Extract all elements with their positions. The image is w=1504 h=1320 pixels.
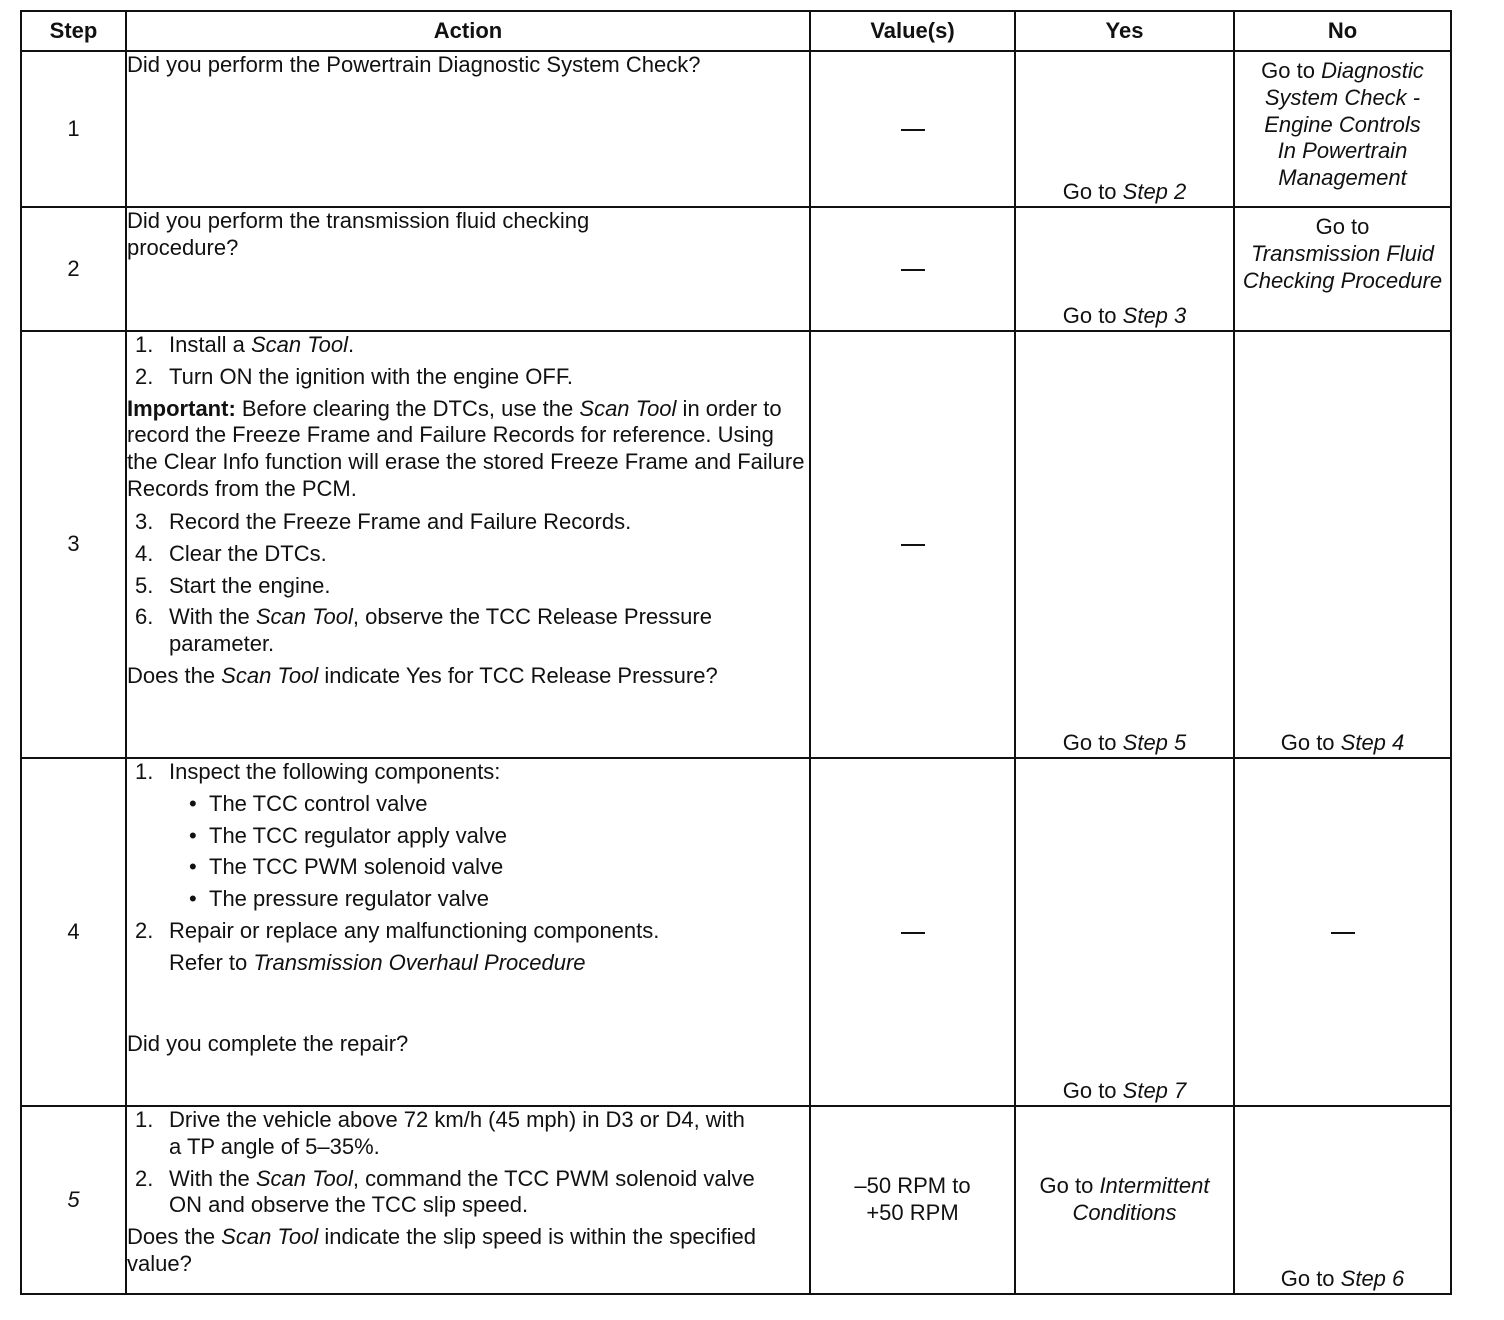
- refer-line: Refer to Transmission Overhaul Procedure: [169, 949, 586, 975]
- yes-ref: Step 5: [1122, 730, 1187, 756]
- diagnostic-table: [20, 10, 1452, 1295]
- no-cell: [1234, 758, 1451, 1106]
- action-cell: [126, 1106, 810, 1294]
- value-cell: [810, 1106, 1015, 1294]
- bullet-item: • The TCC control valve: [189, 790, 428, 816]
- no-ref: Step 6: [1340, 1266, 1405, 1292]
- header-values: Value(s): [810, 11, 1015, 51]
- yes-ref: Step 3: [1122, 303, 1187, 329]
- yes-cell: [1015, 51, 1234, 207]
- yes-prefix: Go to: [1062, 179, 1123, 205]
- value-dash: [901, 129, 925, 131]
- action-cell: [126, 758, 810, 1106]
- value-cell: [810, 207, 1015, 331]
- no-cell: [1234, 207, 1451, 331]
- list-item: 2. With the Scan Tool, command the TCC PWM solenoid valve ON and observe the TCC slip speed.: [135, 1165, 755, 1218]
- yes-cell: [1015, 331, 1234, 758]
- yes-cell: [1015, 207, 1234, 331]
- header-no: No: [1234, 11, 1451, 51]
- value-cell: [810, 758, 1015, 1106]
- step-number: 2: [21, 207, 126, 331]
- important-note: Important: Before clearing the DTCs, use the Scan Tool in order to record the Freeze Frame and Failure Records for reference. Using the Clear Info function will erase the stored Freeze Frame and Failure Records from the PCM.: [127, 395, 805, 502]
- no-ref: Transmission Fluid Checking Procedure: [1242, 240, 1443, 293]
- header-yes: Yes: [1015, 11, 1234, 51]
- action-question: Does the Scan Tool indicate Yes for TCC Release Pressure?: [127, 663, 718, 689]
- step-number: 5: [21, 1106, 126, 1294]
- action-question: Did you perform the transmission fluid checking procedure?: [127, 208, 590, 260]
- yes-ref: Intermittent Conditions: [1072, 1173, 1210, 1225]
- header-action: Action: [126, 11, 810, 51]
- list-item: 6. With the Scan Tool, observe the TCC Release Pressure parameter.: [135, 604, 712, 657]
- bullet-item: • The TCC PWM solenoid valve: [189, 854, 504, 880]
- yes-cell: [1015, 758, 1234, 1106]
- action-cell: [126, 207, 810, 331]
- list-item: 5. Start the engine.: [135, 572, 331, 598]
- no-cell: [1234, 51, 1451, 207]
- list-item: 2. Turn ON the ignition with the engine OFF.: [135, 363, 573, 389]
- action-question: Does the Scan Tool indicate the slip speed is within the specified value?: [127, 1224, 757, 1277]
- yes-prefix: Go to: [1062, 730, 1123, 756]
- no-prefix: Go to: [1261, 58, 1322, 83]
- yes-ref: Step 2: [1122, 179, 1187, 205]
- yes-prefix: Go to: [1062, 1078, 1123, 1104]
- yes-prefix: Go to: [1062, 303, 1123, 329]
- value-cell: [810, 331, 1015, 758]
- list-item: 1. Install a Scan Tool.: [135, 332, 355, 357]
- header-step: Step: [21, 11, 126, 51]
- table-row: [21, 51, 1451, 207]
- yes-prefix: Go to: [1039, 1173, 1100, 1199]
- list-item: 4. Clear the DTCs.: [135, 540, 327, 566]
- list-item: 3. Record the Freeze Frame and Failure Records.: [135, 508, 632, 534]
- no-cell: [1234, 331, 1451, 758]
- action-question: Did you perform the Powertrain Diagnostic System Check?: [127, 52, 701, 77]
- no-prefix: Go to: [1315, 214, 1370, 239]
- value-cell: [810, 51, 1015, 207]
- header-row: [21, 11, 1451, 51]
- yes-cell: [1015, 1106, 1234, 1294]
- action-cell: [126, 331, 810, 758]
- value-dash: [901, 269, 925, 271]
- no-prefix: Go to: [1280, 1266, 1341, 1292]
- action-question: Did you complete the repair?: [127, 1030, 409, 1056]
- no-cell: [1234, 1106, 1451, 1294]
- list-item: 1. Inspect the following components:: [135, 759, 501, 784]
- table-row: [21, 331, 1451, 758]
- no-ref: Step 4: [1340, 730, 1405, 756]
- value-line-1: –50 RPM to: [854, 1173, 971, 1199]
- list-item: 1. Drive the vehicle above 72 km/h (45 mph) in D3 or D4, with a TP angle of 5–35%.: [135, 1107, 745, 1159]
- value-dash: [901, 932, 925, 934]
- table-row: [21, 207, 1451, 331]
- list-item: 2. Repair or replace any malfunctioning components.: [135, 918, 660, 944]
- bullet-item: • The TCC regulator apply valve: [189, 822, 507, 848]
- no-ref-2: In Powertrain Management: [1277, 138, 1408, 191]
- bullet-item: • The pressure regulator valve: [189, 886, 490, 912]
- no-dash: [1331, 932, 1355, 934]
- yes-ref: Step 7: [1122, 1078, 1187, 1104]
- step-number: 4: [21, 758, 126, 1106]
- value-dash: [901, 544, 925, 546]
- step-number: 3: [21, 331, 126, 758]
- table-row: [21, 758, 1451, 1106]
- value-line-2: +50 RPM: [866, 1200, 959, 1225]
- table-row: [21, 1106, 1451, 1294]
- step-number: 1: [21, 51, 126, 207]
- no-ref: Diagnostic System Check - Engine Controls: [1264, 58, 1424, 137]
- action-cell: [126, 51, 810, 207]
- no-prefix: Go to: [1280, 730, 1341, 756]
